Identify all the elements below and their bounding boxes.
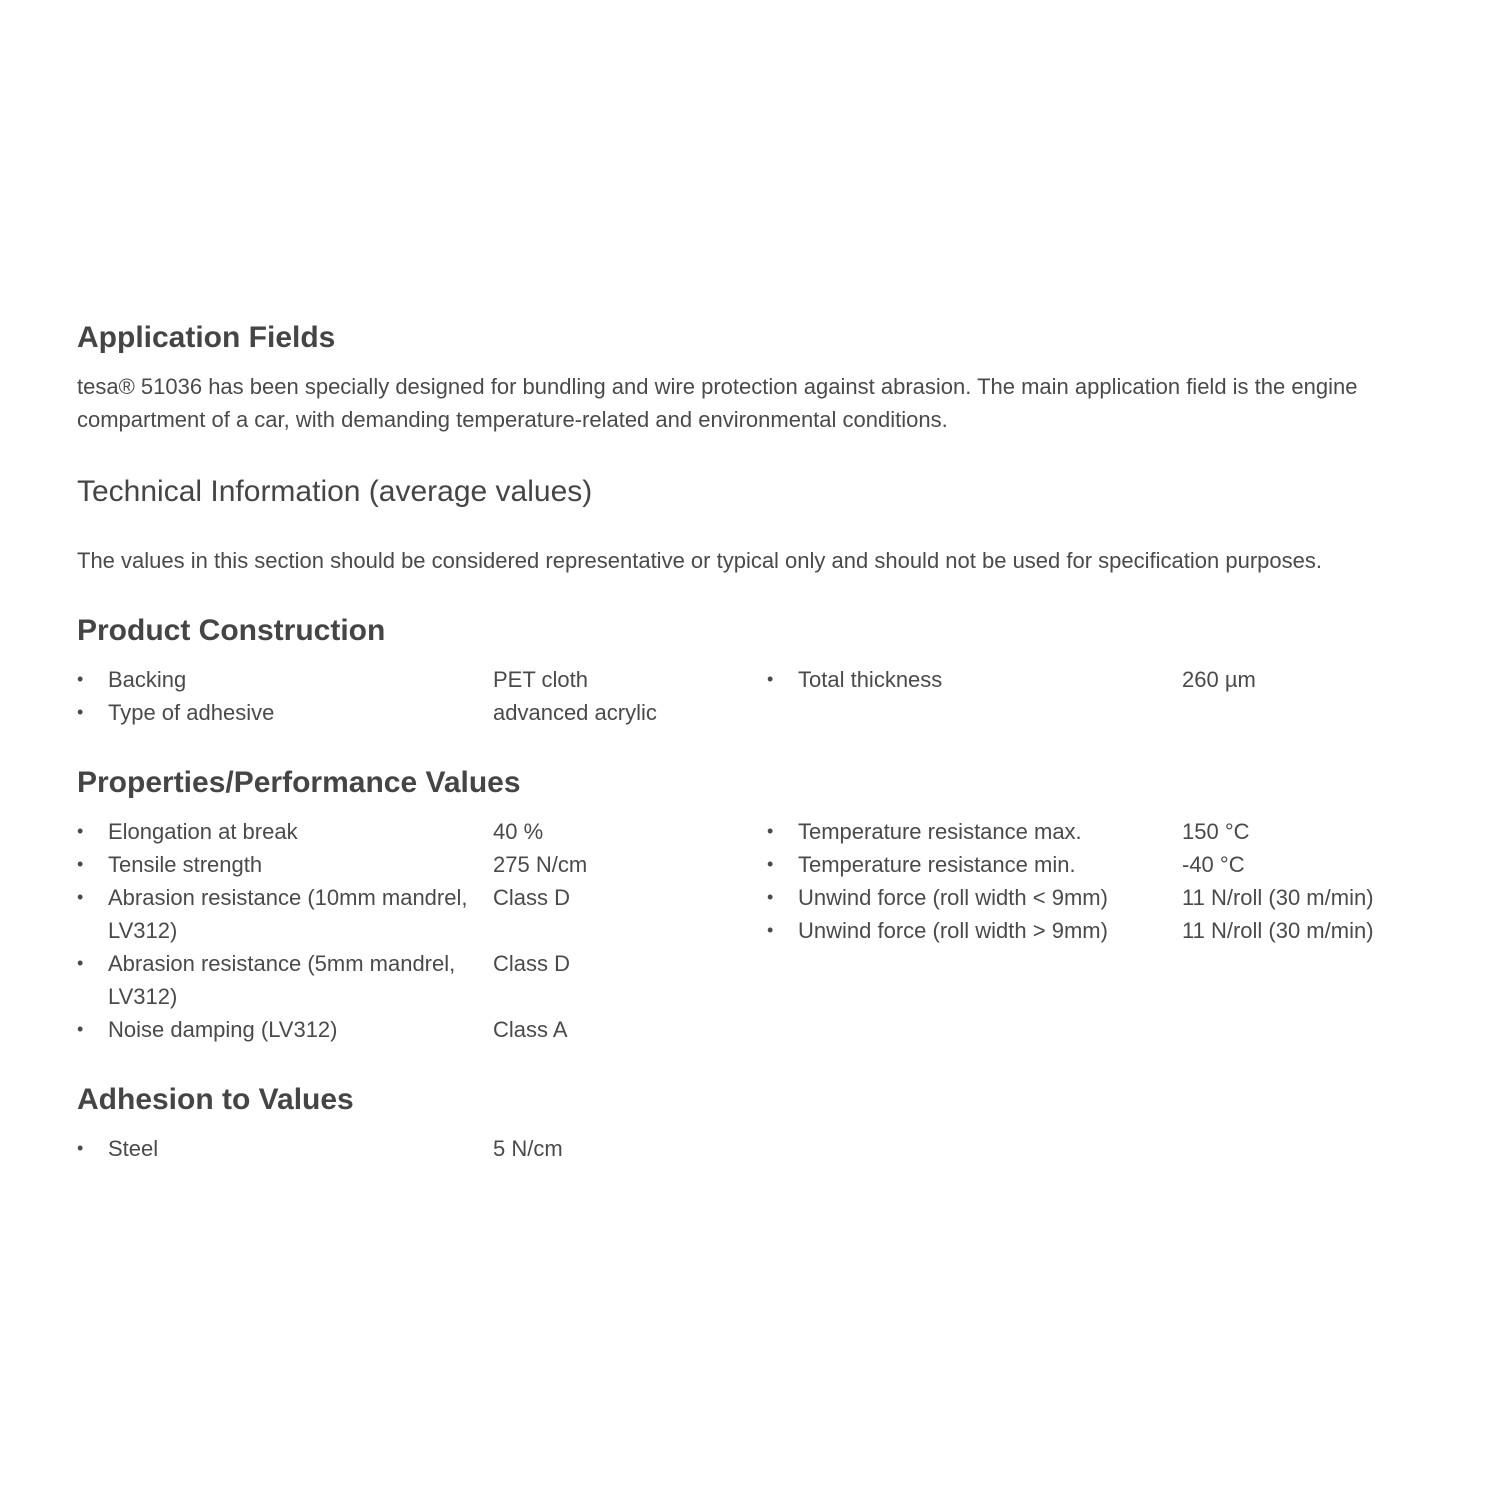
bullet-icon: • — [77, 821, 84, 841]
spec-label: Unwind force (roll width > 9mm) — [798, 918, 1108, 943]
adhesion-left-column — [77, 1132, 767, 1165]
bullet-icon: • — [767, 920, 774, 940]
product-construction-heading: Product Construction — [77, 614, 386, 647]
spec-row — [77, 815, 767, 848]
spec-label: Backing — [108, 667, 187, 692]
spec-value: 40 % — [493, 819, 544, 844]
properties-performance-list — [77, 815, 1422, 1046]
spec-row — [767, 663, 1422, 696]
bullet-icon: • — [77, 854, 84, 874]
properties-performance-heading: Properties/Performance Values — [77, 766, 521, 799]
product-construction-right-column — [767, 663, 1422, 729]
spec-label: Temperature resistance max. — [798, 819, 1082, 844]
spec-row — [767, 881, 1422, 914]
spec-value: 11 N/roll (30 m/min) — [1182, 918, 1374, 943]
spec-label: Steel — [108, 1136, 159, 1161]
spec-value: Class D — [493, 885, 571, 910]
bullet-icon: • — [77, 1138, 84, 1158]
spec-row — [77, 947, 767, 1013]
application-fields-text: tesa® 51036 has been specially designed for bundling and wire protection against abrasion. The main application field is the engine compartment of a car, with demanding temperature-related and environmental conditions. — [77, 374, 1358, 432]
spec-label: Type of adhesive — [108, 700, 275, 725]
bullet-icon: • — [767, 821, 774, 841]
spec-value: -40 °C — [1182, 852, 1245, 877]
properties-left-column — [77, 815, 767, 1046]
spec-label: Noise damping (LV312) — [108, 1017, 338, 1042]
spec-value: advanced acrylic — [493, 700, 657, 725]
spec-label: Elongation at break — [108, 819, 298, 844]
bullet-icon: • — [77, 702, 84, 722]
bullet-icon: • — [767, 669, 774, 689]
spec-label: Total thickness — [798, 667, 943, 692]
product-construction-left-column — [77, 663, 767, 729]
bullet-icon: • — [77, 887, 84, 907]
spec-value: 275 N/cm — [493, 852, 588, 877]
spec-label: Abrasion resistance (10mm mandrel, LV312) — [108, 885, 468, 943]
spec-value: 260 µm — [1182, 667, 1256, 692]
spec-row — [77, 848, 767, 881]
spec-value: PET cloth — [493, 667, 588, 692]
spec-value: Class A — [493, 1017, 568, 1042]
datasheet-content — [77, 318, 1422, 1165]
adhesion-values-heading: Adhesion to Values — [77, 1083, 354, 1116]
spec-row — [77, 696, 767, 729]
application-fields-heading: Application Fields — [77, 321, 336, 354]
spec-label: Tensile strength — [108, 852, 263, 877]
spec-label: Unwind force (roll width < 9mm) — [798, 885, 1108, 910]
bullet-icon: • — [767, 854, 774, 874]
spec-label: Abrasion resistance (5mm mandrel, LV312) — [108, 951, 456, 1009]
product-construction-list — [77, 663, 1422, 729]
spec-value: Class D — [493, 951, 571, 976]
spec-value: 150 °C — [1182, 819, 1250, 844]
spec-row — [77, 663, 767, 696]
spec-label: Temperature resistance min. — [798, 852, 1076, 877]
spec-value: 11 N/roll (30 m/min) — [1182, 885, 1374, 910]
spec-value: 5 N/cm — [493, 1136, 563, 1161]
spec-row — [767, 914, 1422, 947]
technical-information-text: The values in this section should be considered representative or typical only and should not be used for specification purposes. — [77, 548, 1322, 573]
bullet-icon: • — [767, 887, 774, 907]
bullet-icon: • — [77, 953, 84, 973]
spec-row — [767, 848, 1422, 881]
bullet-icon: • — [77, 669, 84, 689]
spec-row — [77, 1013, 767, 1046]
spec-row — [77, 881, 767, 947]
bullet-icon: • — [77, 1019, 84, 1039]
adhesion-values-list — [77, 1132, 1422, 1165]
spec-row — [77, 1132, 767, 1165]
properties-right-column — [767, 815, 1422, 1046]
technical-information-heading: Technical Information (average values) — [77, 475, 593, 508]
spec-row — [767, 815, 1422, 848]
